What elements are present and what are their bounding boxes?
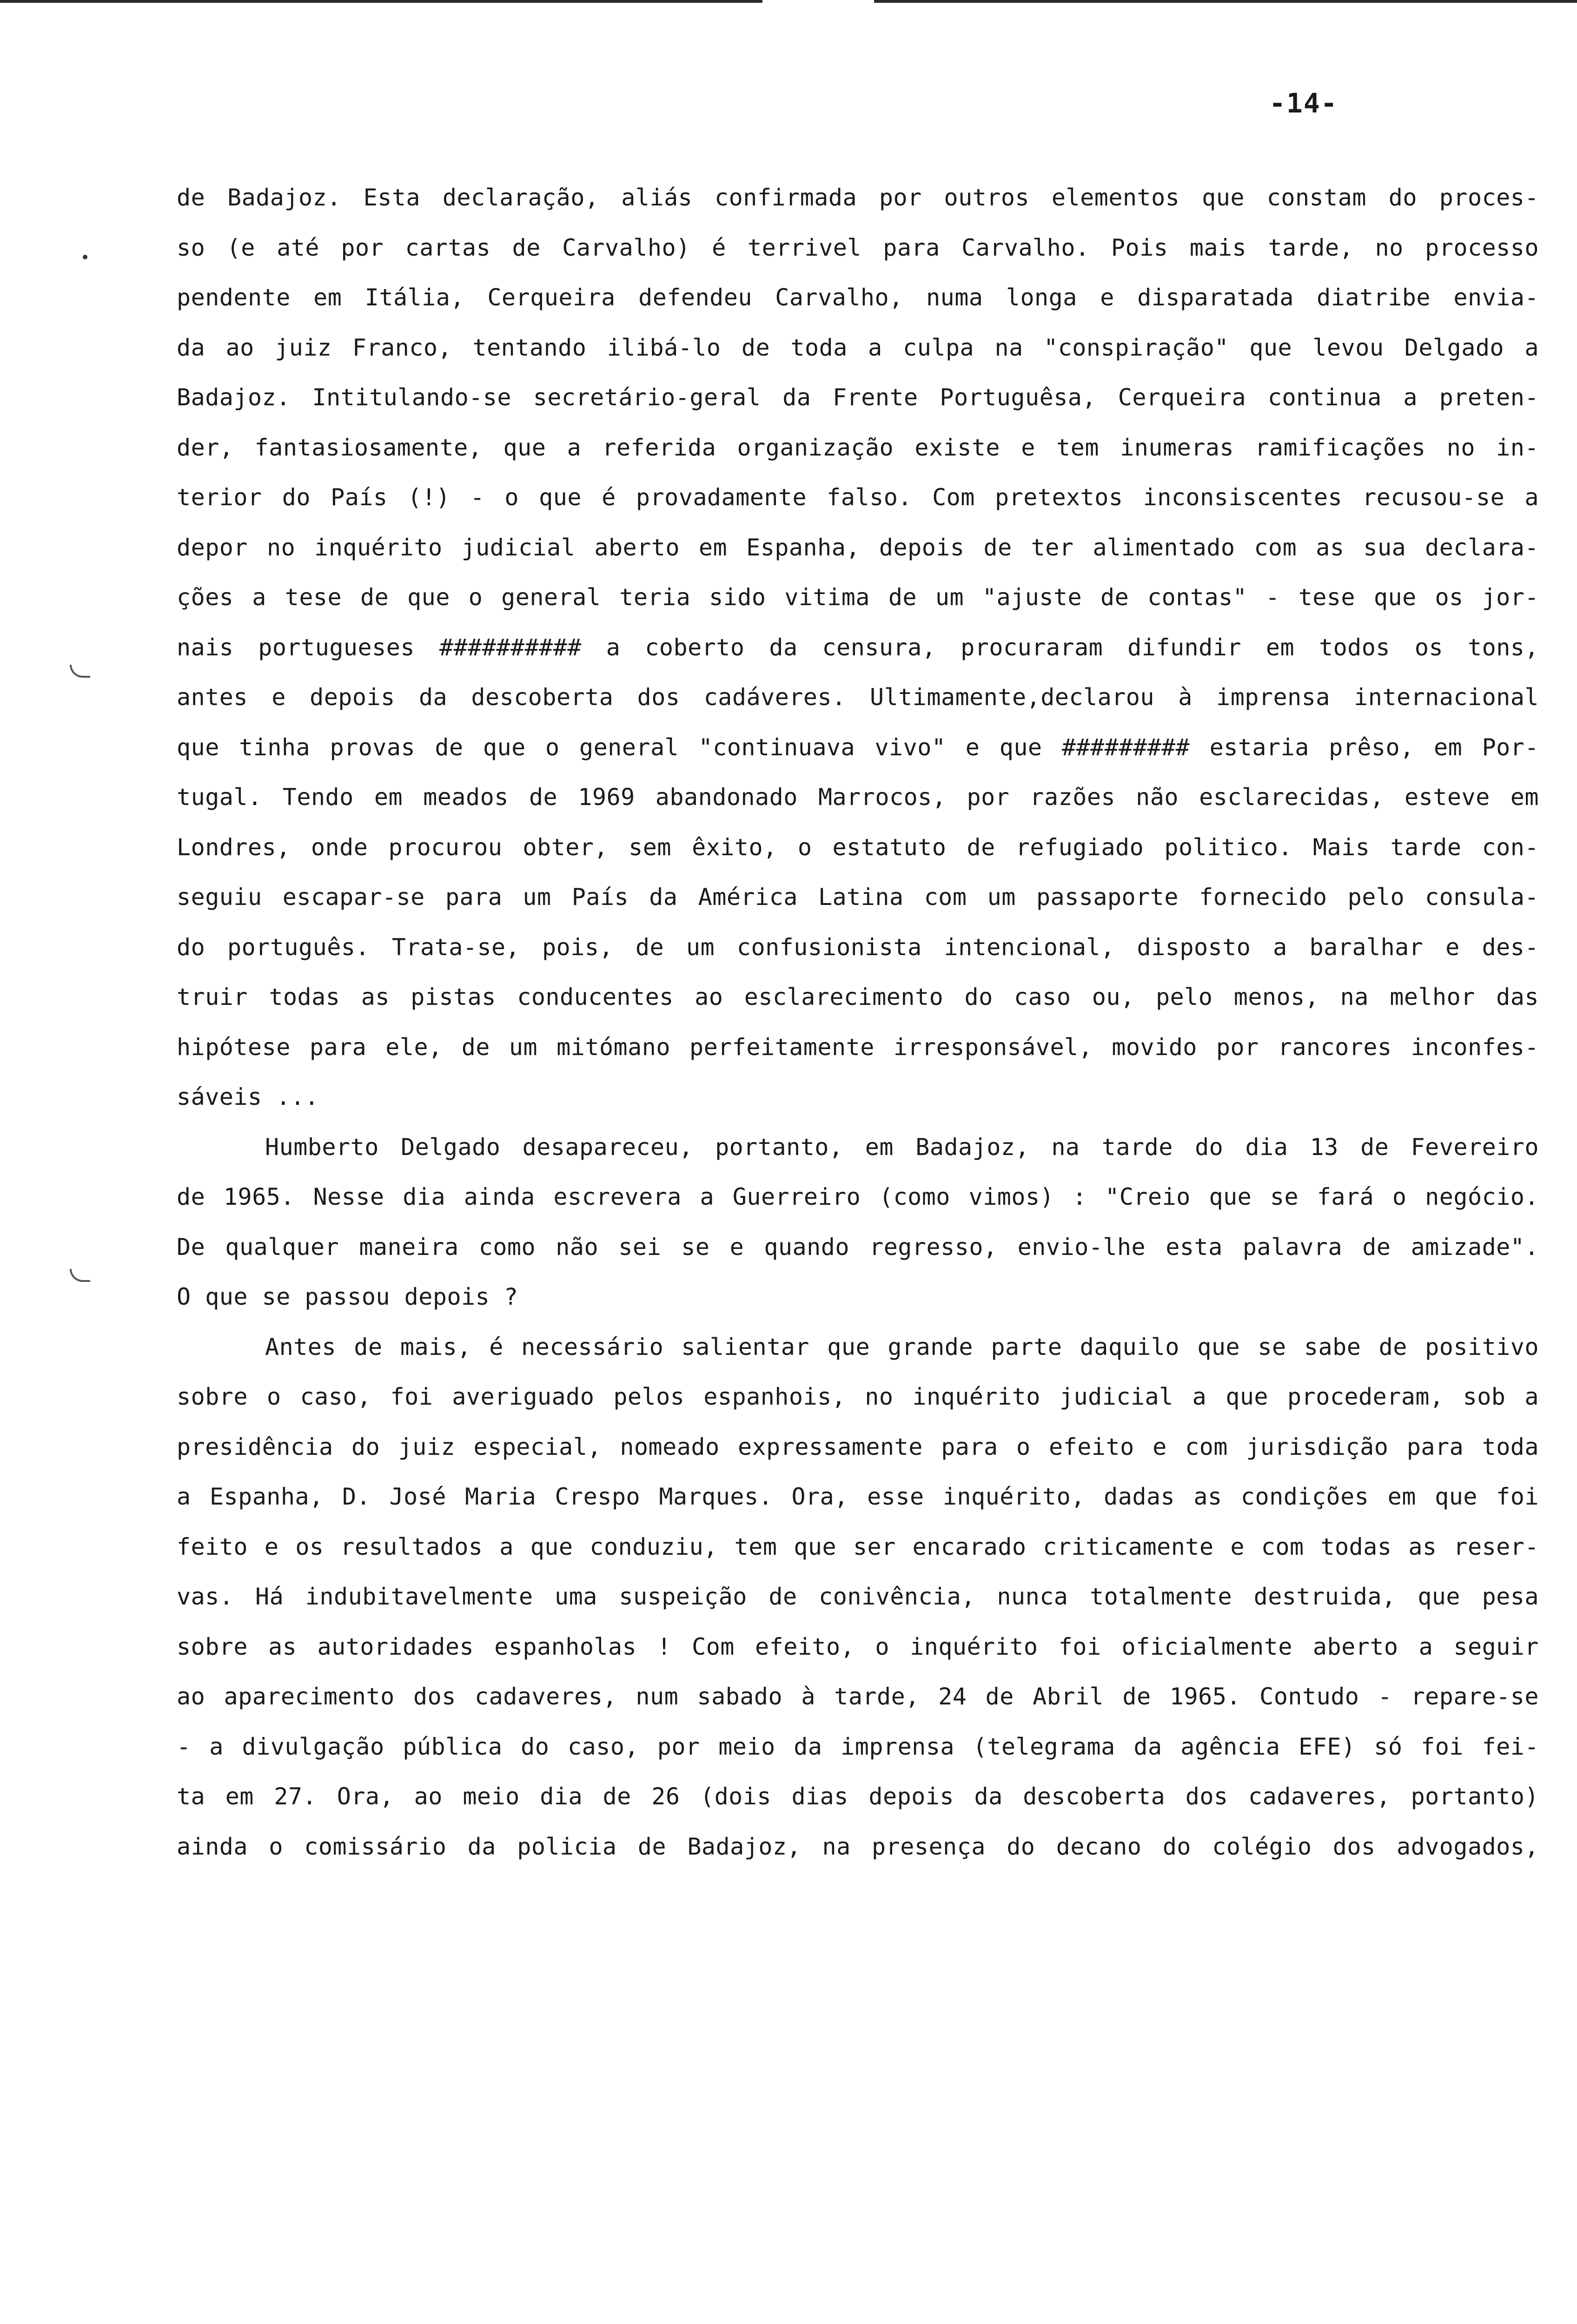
text-line: ções a tese de que o general teria sido vitima de um "ajuste de contas" - tese que os jor- — [177, 584, 1539, 611]
text-line: tugal. Tendo em meados de 1969 abandonado Marrocos, por razões não esclarecidas, esteve em — [177, 784, 1539, 811]
text-line: O que se passou depois ? — [177, 1283, 518, 1310]
text-line: feito e os resultados a que conduziu, tem que ser encarado criticamente e com todas as reser- — [177, 1533, 1539, 1560]
text-line: da ao juiz Franco, tentando ilibá-lo de toda a culpa na "conspiração" que levou Delgado a — [177, 334, 1539, 361]
paragraph-start-line: Antes de mais, é necessário salientar que grande parte daquilo que se sabe de positivo — [265, 1333, 1539, 1360]
text-line: que tinha provas de que o general "continuava vivo" e que ######### estaria prêso, em Por- — [177, 733, 1539, 761]
text-line: pendente em Itália, Cerqueira defendeu Carvalho, numa longa e disparatada diatribe envia- — [177, 284, 1539, 311]
text-line: presidência do juiz especial, nomeado expressamente para o efeito e com jurisdição para toda — [177, 1433, 1539, 1460]
text-line: de Badajoz. Esta declaração, aliás confirmada por outros elementos que constam do proces- — [177, 184, 1539, 211]
text-line: sáveis ... — [177, 1083, 319, 1110]
document-body — [177, 173, 1539, 1872]
text-line: seguiu escapar-se para um País da América Latina com um passaporte fornecido pelo consula- — [177, 884, 1539, 911]
text-line: sobre o caso, foi averiguado pelos espanhois, no inquérito judicial a que procederam, sob a — [177, 1383, 1539, 1410]
text-line: depor no inquérito judicial aberto em Espanha, depois de ter alimentado com as sua declara- — [177, 534, 1539, 561]
text-line: De qualquer maneira como não sei se e quando regresso, envio-lhe esta palavra de amizade". — [177, 1233, 1539, 1261]
text-line: so (e até por cartas de Carvalho) é terrivel para Carvalho. Pois mais tarde, no processo — [177, 234, 1539, 261]
text-line: vas. Há indubitavelmente uma suspeição de conivência, nunca totalmente destruida, que pesa — [177, 1583, 1539, 1610]
text-line: ainda o comissário da policia de Badajoz, na presença do decano do colégio dos advogados, — [177, 1833, 1539, 1860]
text-line: - a divulgação pública do caso, por meio da imprensa (telegrama da agência EFE) só foi fei- — [177, 1733, 1539, 1760]
text-line: do português. Trata-se, pois, de um confusionista intencional, disposto a baralhar e des- — [177, 933, 1539, 961]
text-line: ta em 27. Ora, ao meio dia de 26 (dois dias depois da descoberta dos cadaveres, portanto) — [177, 1783, 1539, 1810]
paragraph-start-line: Humberto Delgado desapareceu, portanto, em Badajoz, na tarde do dia 13 de Fevereiro — [265, 1133, 1539, 1161]
text-line: a Espanha, D. José Maria Crespo Marques. Ora, esse inquérito, dadas as condições em que foi — [177, 1483, 1539, 1510]
margin-speck — [83, 255, 87, 259]
text-line: Badajoz. Intitulando-se secretário-geral da Frente Portuguêsa, Cerqueira continua a preten- — [177, 384, 1539, 411]
text-line: truir todas as pistas conducentes ao esclarecimento do caso ou, pelo menos, na melhor das — [177, 984, 1539, 1010]
scan-top-edge-right — [874, 0, 1577, 3]
text-line: Londres, onde procurou obter, sem êxito, o estatuto de refugiado politico. Mais tarde con- — [177, 833, 1539, 861]
text-line: antes e depois da descoberta dos cadáveres. Ultimamente,declarou à imprensa internacional — [177, 684, 1539, 711]
page-number: -14- — [1269, 87, 1338, 119]
text-line: sobre as autoridades espanholas ! Com efeito, o inquérito foi oficialmente aberto a seguir — [177, 1633, 1539, 1660]
text-line: terior do País (!) - o que é provadamente falso. Com pretextos inconsiscentes recusou-se a — [177, 484, 1539, 511]
scan-top-edge-left — [0, 0, 762, 3]
text-line: der, fantasiosamente, que a referida organização existe e tem inumeras ramificações no in- — [177, 434, 1539, 461]
text-line: de 1965. Nesse dia ainda escrevera a Guerreiro (como vimos) : "Creio que se fará o negócio. — [177, 1183, 1539, 1210]
margin-punch-mark-lower — [70, 1269, 90, 1282]
text-line: ao aparecimento dos cadaveres, num sabado à tarde, 24 de Abril de 1965. Contudo - repare-se — [177, 1683, 1539, 1710]
text-line: hipótese para ele, de um mitómano perfeitamente irresponsável, movido por rancores inconfes- — [177, 1033, 1539, 1061]
margin-punch-mark-upper — [70, 665, 90, 678]
text-line: nais portugueses ########## a coberto da censura, procuraram difundir em todos os tons, — [177, 634, 1539, 661]
